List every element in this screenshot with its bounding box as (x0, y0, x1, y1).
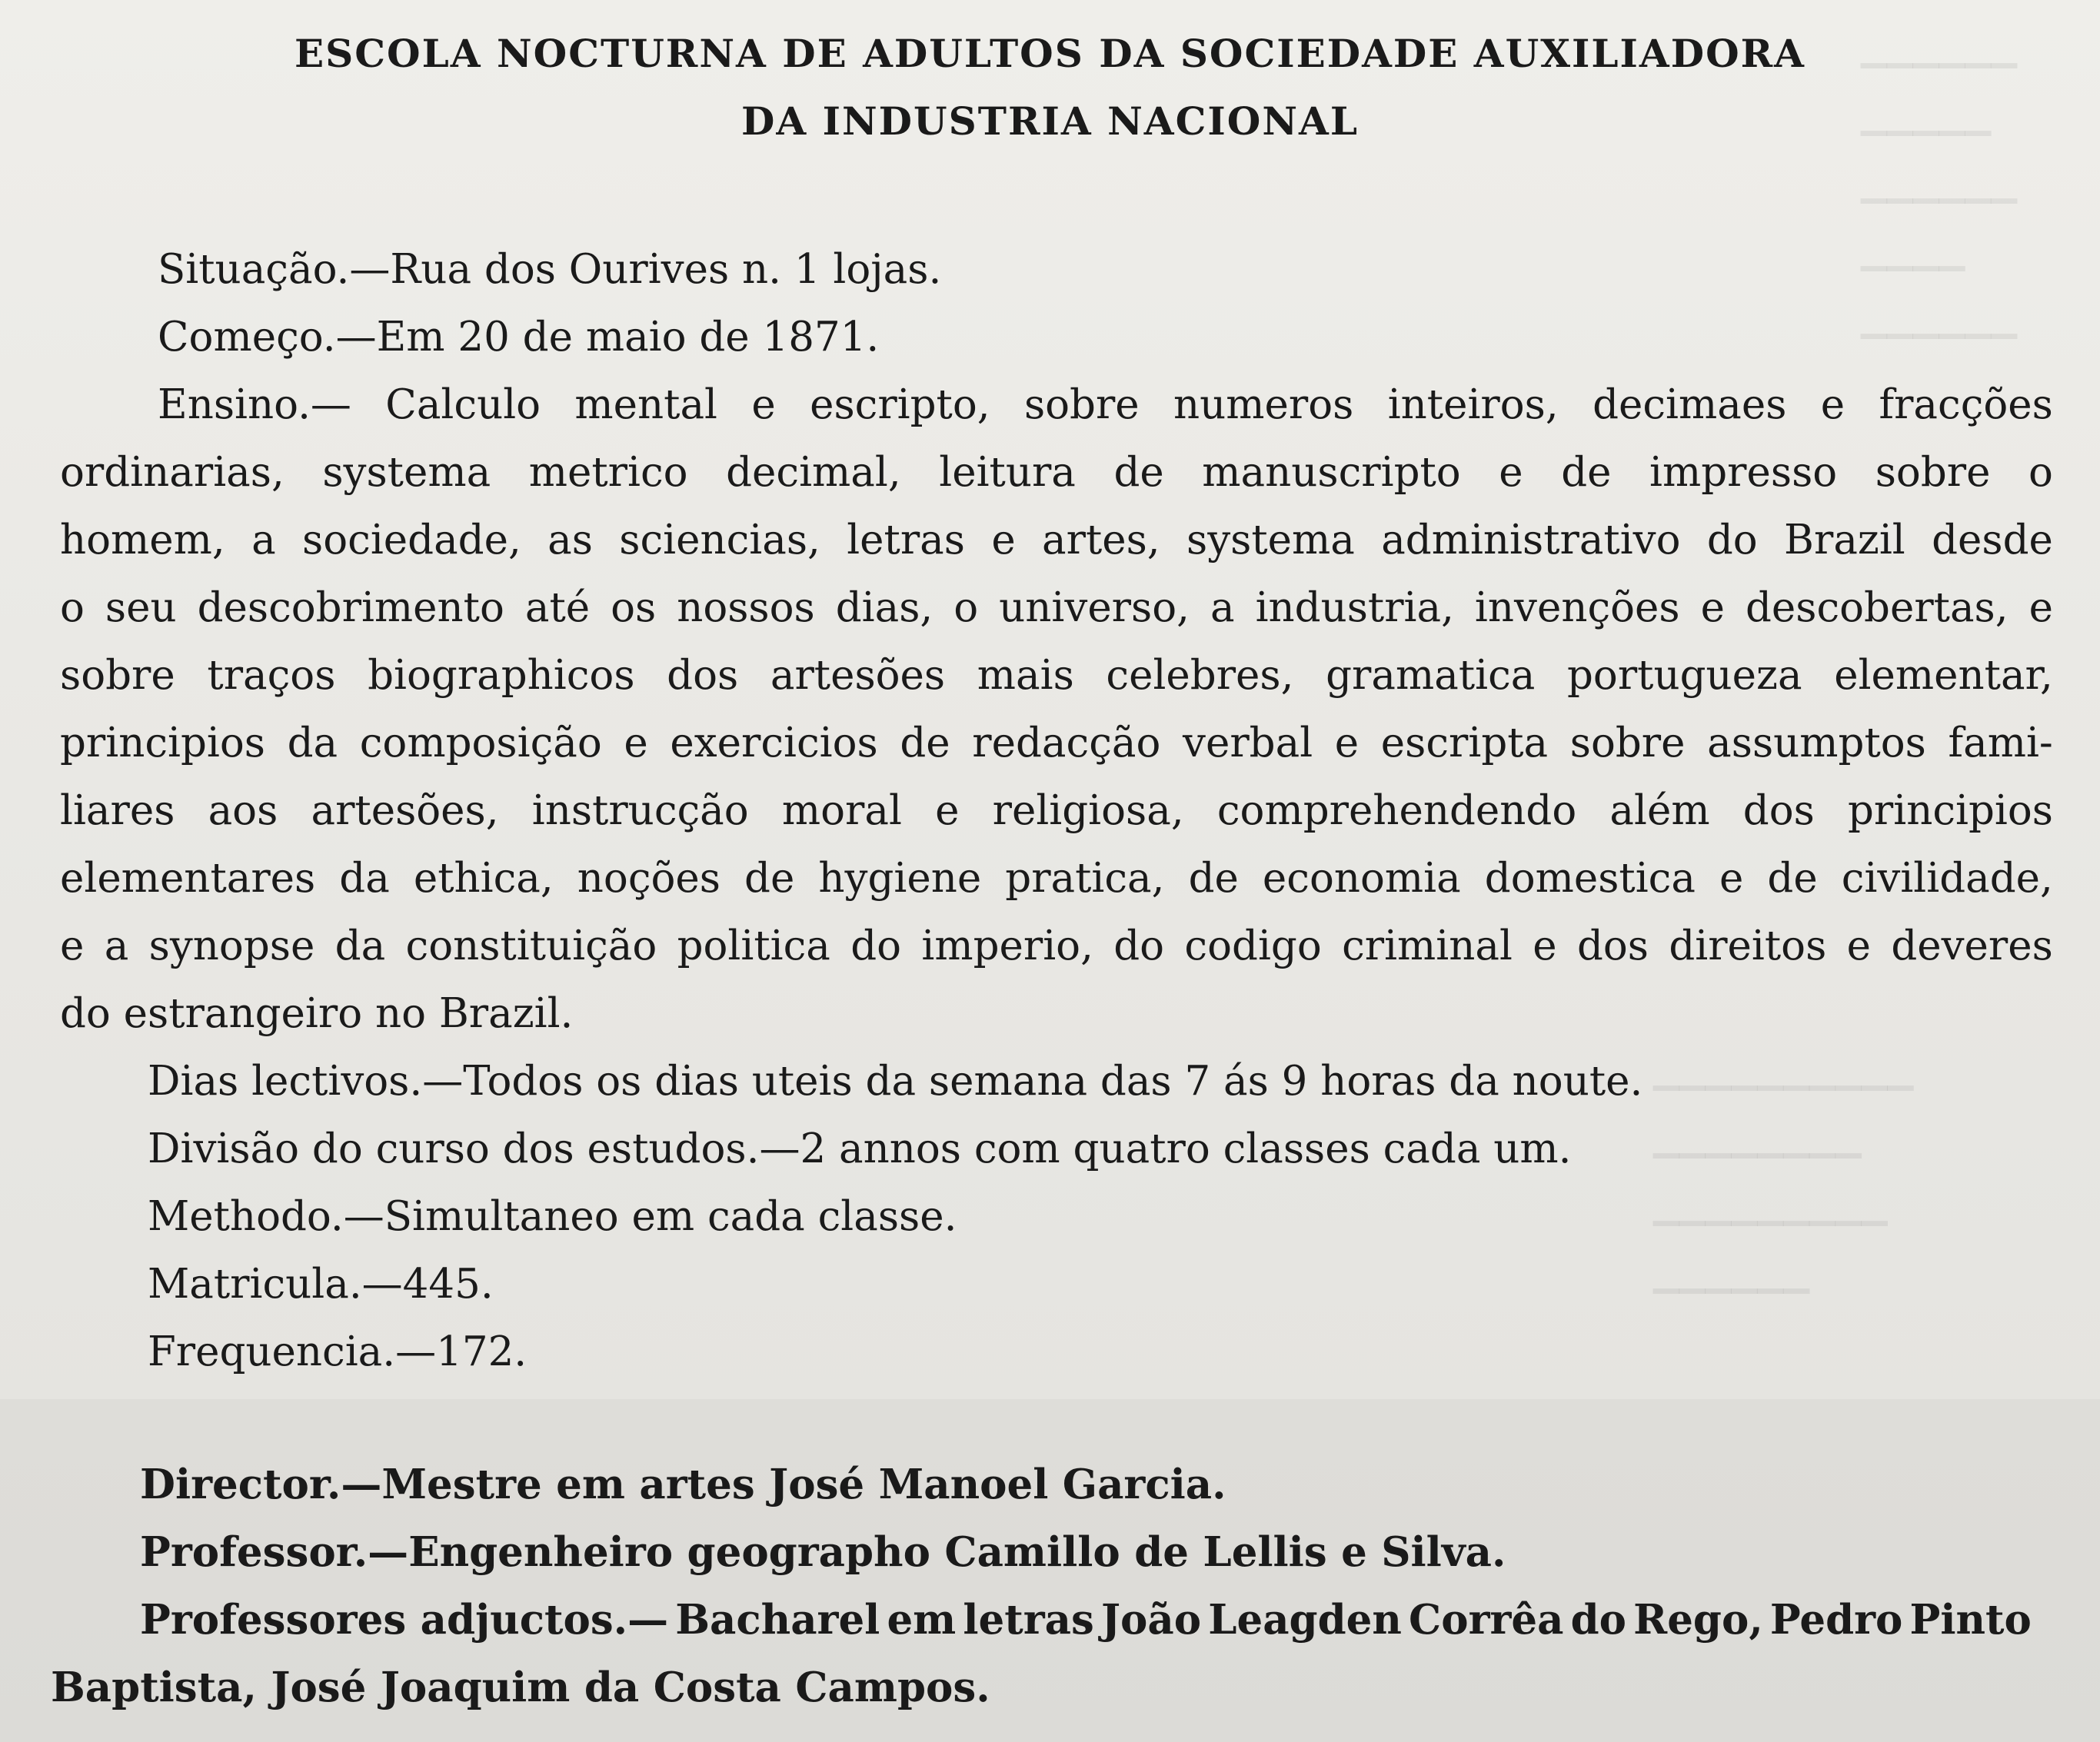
word: de (1561, 449, 1612, 496)
word: dos (1742, 787, 1815, 834)
word: assumptos (1707, 720, 1926, 766)
word: elementar, (1834, 652, 2053, 699)
word: metrico (528, 449, 688, 496)
word: biographicos (368, 652, 635, 699)
word: descobrimento (197, 584, 504, 631)
word: as (547, 517, 593, 563)
methodo-value: Simultaneo em cada classe. (384, 1193, 957, 1240)
divisao-entry (148, 1125, 1572, 1172)
word: e (1499, 449, 1523, 496)
word: e (1334, 720, 1360, 766)
divisao-label: Divisão do curso dos estudos.— (148, 1125, 800, 1172)
word: impresso (1649, 449, 1838, 496)
director-value: Mestre em artes José Manoel Garcia. (381, 1461, 1226, 1508)
word: administrativo (1381, 517, 1681, 563)
word: inteiros, (1387, 381, 1559, 428)
ensino-line-7 (60, 787, 2053, 834)
word: seu (105, 584, 177, 631)
comeco-label: Começo.— (158, 314, 377, 361)
word: constituição (405, 923, 657, 969)
word: dias, (835, 584, 934, 631)
professores-adjuctos-line-1 (140, 1596, 2032, 1644)
word: exercicios (670, 720, 878, 766)
word: manuscripto (1202, 449, 1461, 496)
word: o (2028, 449, 2053, 496)
word: além (1609, 787, 1710, 834)
dias-lectivos-value: Todos os dias uteis da semana das 7 ás 9 horas da noute. (463, 1058, 1643, 1105)
word: ordinarias, (60, 449, 285, 496)
word: industria, (1255, 584, 1454, 631)
word: e (1700, 584, 1725, 631)
word: fracções (1879, 381, 2053, 428)
word: verbal (1183, 720, 1313, 766)
word: em (887, 1596, 957, 1644)
ensino-line-6 (60, 720, 2053, 766)
word: os (611, 584, 657, 631)
word: e (1719, 855, 1744, 902)
matricula-label: Matricula.— (148, 1261, 403, 1308)
word: religiosa, (992, 787, 1184, 834)
word: instrucção (531, 787, 749, 834)
word: numeros (1173, 381, 1354, 428)
professor-entry (140, 1528, 1506, 1576)
word: synopse (148, 923, 315, 969)
word: de (744, 855, 795, 902)
word: de (1188, 855, 1239, 902)
word: noções (577, 855, 721, 902)
word: domestica (1484, 855, 1696, 902)
word: politica (677, 923, 830, 969)
word: artes, (1042, 517, 1160, 563)
frequencia-entry (148, 1328, 527, 1375)
word: artesões (770, 652, 946, 699)
show-through-texture: ▁▁▁▁▁▁ ▁▁▁▁▁ ▁▁▁▁▁▁ ▁▁▁▁ ▁▁▁▁▁▁ (1861, 29, 2018, 339)
word: sobre (1569, 720, 1686, 766)
word: da (339, 855, 390, 902)
word: Pinto (1909, 1596, 2032, 1644)
word: dos (1576, 923, 1649, 969)
word: traços (207, 652, 336, 699)
word: systema (322, 449, 491, 496)
word: redacção (972, 720, 1161, 766)
word: do (850, 923, 902, 969)
word: Corrêa (1409, 1596, 1564, 1644)
situacao-entry (158, 246, 941, 293)
ensino-line-5 (60, 652, 2053, 699)
divisao-value: 2 annos com quatro classes cada um. (800, 1125, 1572, 1172)
word: letras (847, 517, 965, 563)
word: e (1533, 923, 1557, 969)
word: mental (574, 381, 718, 428)
ensino-label: Ensino.— (158, 381, 351, 428)
word: sobre (1875, 449, 1991, 496)
ensino-line-1 (158, 381, 2053, 428)
word: codigo (1184, 923, 1322, 969)
word: comprehendendo (1216, 787, 1577, 834)
word: escripta (1380, 720, 1549, 766)
frequencia-value: 172. (436, 1328, 527, 1375)
ensino-last-line: do estrangeiro no Brazil. (60, 990, 574, 1037)
word: de (900, 720, 950, 766)
word: leitura (939, 449, 1076, 496)
word: de (1113, 449, 1164, 496)
word: celebres, (1106, 652, 1294, 699)
word: a (1210, 584, 1235, 631)
word: civilidade, (1841, 855, 2053, 902)
word: descobertas, (1745, 584, 2008, 631)
word: artesões, (311, 787, 499, 834)
situacao-label: Situação.— (158, 246, 391, 293)
word: Bacharel (675, 1596, 880, 1644)
dias-lectivos-label: Dias lectivos.— (148, 1058, 464, 1105)
word: e (624, 720, 648, 766)
professor-value: Engenheiro geographo Camillo de Lellis e Silva. (408, 1528, 1506, 1576)
word: hygiene (818, 855, 982, 902)
ensino-line-2 (60, 449, 2053, 496)
word: João (1100, 1596, 1202, 1644)
word: Leagden (1208, 1596, 1402, 1644)
word: letras (963, 1596, 1094, 1644)
word: pratica, (1005, 855, 1165, 902)
professores-adjuctos-label: Professores adjuctos.— (140, 1596, 669, 1644)
word: sciencias, (619, 517, 820, 563)
ensino-line-8 (60, 855, 2053, 902)
word: Pedro (1769, 1596, 1903, 1644)
word: nossos (677, 584, 815, 631)
word: Rego, (1633, 1596, 1763, 1644)
word: o (953, 584, 979, 631)
word: e (1820, 381, 1845, 428)
word: do (1570, 1596, 1627, 1644)
word: do (1113, 923, 1165, 969)
document-title-line-2: DA INDUSTRIA NACIONAL (741, 98, 1359, 144)
word: até (524, 584, 591, 631)
word: mais (977, 652, 1074, 699)
word: o (60, 584, 85, 631)
word: de (1767, 855, 1818, 902)
dias-lectivos-entry (148, 1058, 1642, 1105)
word: decimal, (726, 449, 901, 496)
word: da (334, 923, 386, 969)
word: systema (1186, 517, 1355, 563)
word: direitos (1669, 923, 1827, 969)
matricula-value: 445. (402, 1261, 494, 1308)
word: portugueza (1567, 652, 1802, 699)
word: do (1706, 517, 1758, 563)
comeco-value: Em 20 de maio de 1871. (376, 314, 880, 361)
methodo-entry (148, 1193, 957, 1240)
word: e (60, 923, 85, 969)
word: sobre (60, 652, 175, 699)
ensino-line-4 (60, 584, 2053, 631)
director-entry (140, 1461, 1226, 1508)
word: a (104, 923, 129, 969)
word: da (287, 720, 338, 766)
matricula-entry (148, 1261, 494, 1308)
comeco-entry (158, 314, 879, 361)
ensino-line-9 (60, 923, 2053, 969)
word: fami- (1948, 720, 2053, 766)
frequencia-label: Frequencia.— (148, 1328, 437, 1375)
word: e (935, 787, 960, 834)
word: Brazil (1784, 517, 1905, 563)
word: composição (359, 720, 602, 766)
word: ethica, (413, 855, 554, 902)
word: elementares (60, 855, 316, 902)
methodo-label: Methodo.— (148, 1193, 384, 1240)
situacao-value: Rua dos Ourives n. 1 lojas. (390, 246, 942, 293)
word: invenções (1474, 584, 1680, 631)
word: aos (208, 787, 278, 834)
director-label: Director.— (140, 1461, 382, 1508)
word: sobre (1023, 381, 1140, 428)
word: Calculo (385, 381, 541, 428)
word: criminal (1342, 923, 1513, 969)
word: principios (1847, 787, 2053, 834)
word: a (251, 517, 276, 563)
word: dos (667, 652, 739, 699)
word: escripto, (810, 381, 990, 428)
ensino-line-3 (60, 517, 2053, 563)
word: imperio, (921, 923, 1093, 969)
document-title-line-1: ESCOLA NOCTURNA DE ADULTOS DA SOCIEDADE AUXILIADORA (295, 31, 1805, 76)
word: e (2028, 584, 2053, 631)
word: decimaes (1592, 381, 1787, 428)
word: liares (60, 787, 175, 834)
word: e (1846, 923, 1871, 969)
professor-label: Professor.— (140, 1528, 409, 1576)
word: homem, (60, 517, 225, 563)
word: e (751, 381, 776, 428)
word: gramatica (1326, 652, 1536, 699)
word: moral (781, 787, 902, 834)
word: deveres (1891, 923, 2053, 969)
word: universo, (999, 584, 1190, 631)
show-through-texture-lower: ▁▁▁▁▁▁▁▁▁▁ ▁▁▁▁▁▁▁▁ ▁▁▁▁▁▁▁▁▁ ▁▁▁▁▁▁ (1653, 1052, 1914, 1294)
word: desde (1932, 517, 2053, 563)
word: economia (1262, 855, 1461, 902)
word: e (991, 517, 1016, 563)
word: principios (60, 720, 265, 766)
professores-adjuctos-line-2: Baptista, José Joaquim da Costa Campos. (51, 1664, 990, 1711)
word: sociedade, (302, 517, 521, 563)
